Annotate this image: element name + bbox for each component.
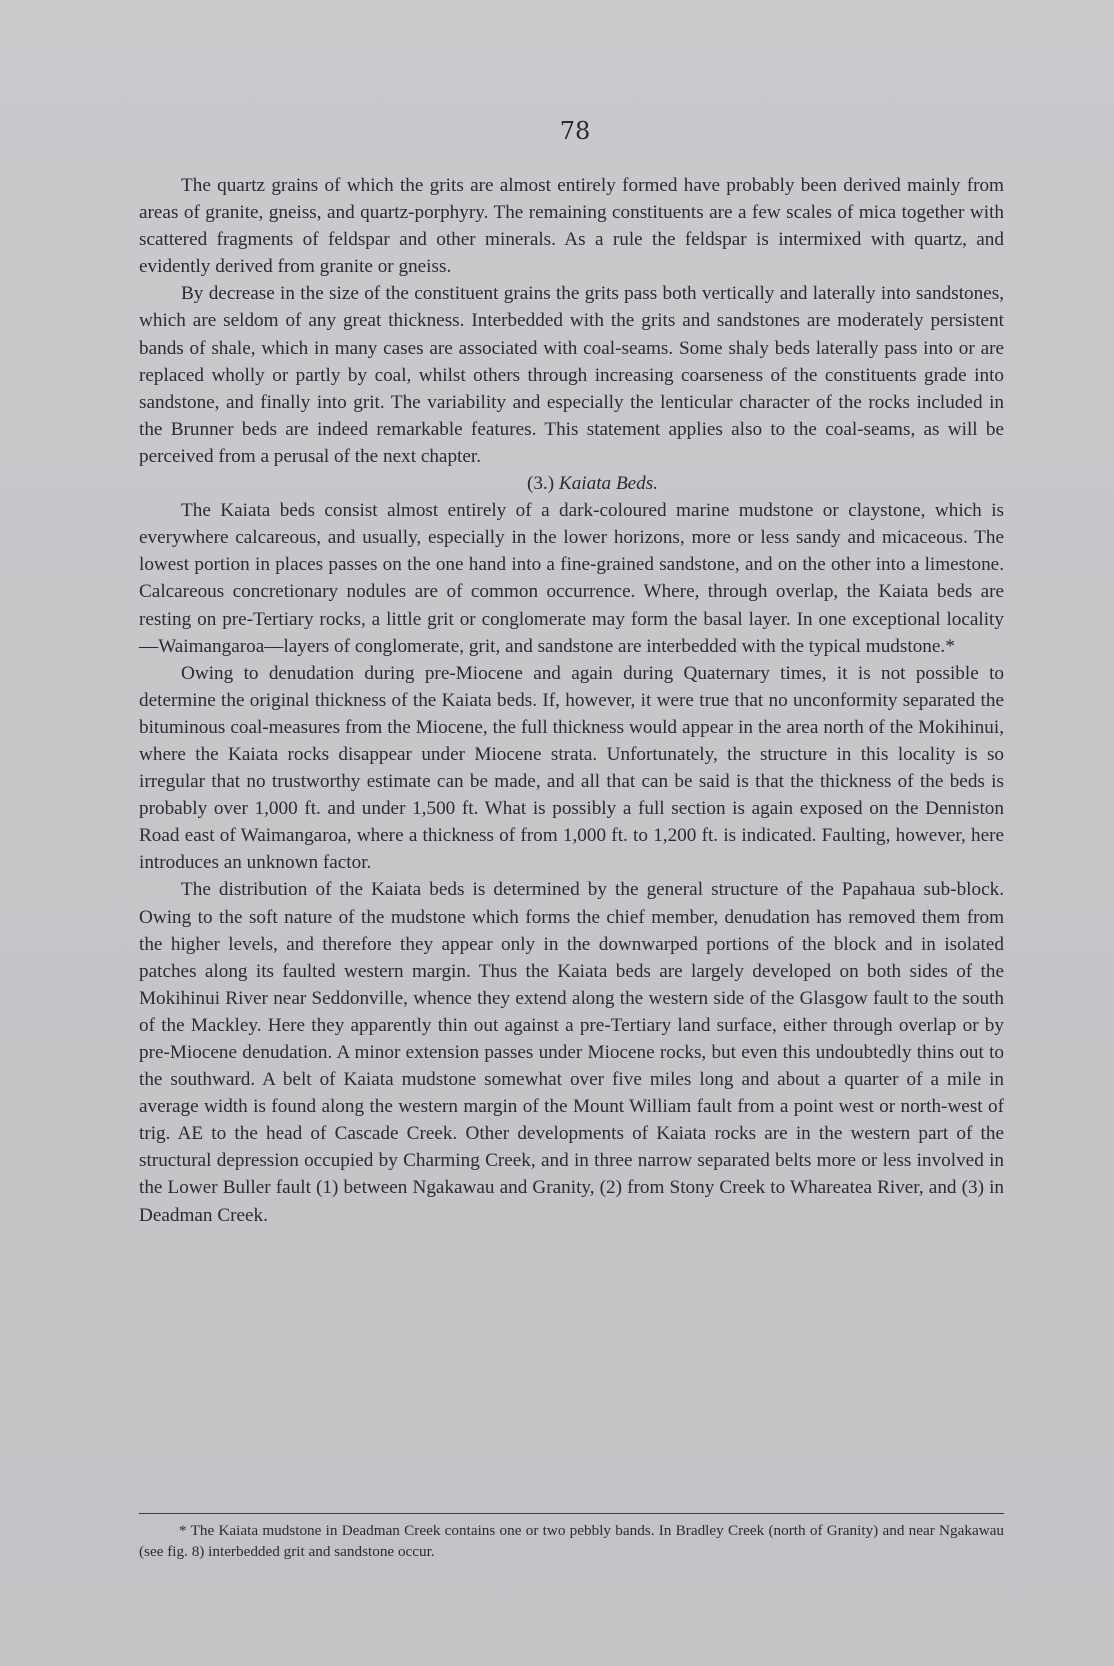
section-number: (3.) — [526, 473, 555, 495]
footnote — [139, 1520, 1004, 1562]
paragraph: The distribution of the Kaiata beds is determined by the general structure of the Papahaua sub-block. Owing to the soft nature of the mudstone which forms the chief member, denudation has removed them from the higher levels, and therefore they appear only in the downwarped portions of the block and in isolated patches along its faulted western margin. Thus the Kaiata beds are largely developed on both sides of the Mokihinui River near Seddonville, whence they extend along the western side of the Glasgow fault to the south of the Mackley. Here they apparently thin out against a pre-Tertiary land surface, either through overlap or by pre-Miocene denudation. A minor extension passes under Miocene rocks, but even this undoubtedly thins out to the southward. A belt of Kaiata mudstone somewhat over five miles long and about a quarter of a mile in average width is found along the western margin of the Mount William fault from a point west or north-west of trig. AE to the head of Cascade Creek. Other developments of Kaiata rocks are in the western part of the structural depression occupied by Charming Creek, and in three narrow separated belts more or less involved in the Lower Buller fault (1) between Ngakawau and Granity, (2) from Stony Creek to Whareatea River, and (3) in Deadman Creek. — [139, 879, 1004, 1226]
section-title: Kaiata Beds. — [558, 473, 659, 495]
paragraph: The Kaiata beds consist almost entirely of a dark-coloured marine mudstone or claystone, which is everywhere calcareous, and usually, especially in the lower horizons, more or less sandy and micaceous. The lowest portion in places passes on the one hand into a fine-grained sandstone, and on the other into a limestone. Calcareous concretionary nodules are of common occurrence. Where, through overlap, the Kaiata beds are resting on pre-Tertiary rocks, a little grit or conglomerate may form the basal layer. In one exceptional locality—Waimangaroa—layers of conglomerate, grit, and sandstone are interbedded with the typical mudstone.* — [139, 500, 1004, 657]
paragraph: The quartz grains of which the grits are almost entirely formed have probably been derived mainly from areas of granite, gneiss, and quartz-porphyry. The remaining constituents are a few scales of mica together with scattered fragments of feldspar and other minerals. As a rule the feldspar is intermixed with quartz, and evidently derived from granite or gneiss. — [139, 175, 1004, 278]
section-heading — [139, 470, 1004, 497]
paragraph: Owing to denudation during pre-Miocene and again during Quaternary times, it is not possible to determine the original thickness of the Kaiata beds. If, however, it were true that no unconformity separated the bituminous coal-measures from the Miocene, the full thickness would appear in the area north of the Mokihinui, where the Kaiata rocks disappear under Miocene strata. Unfortunately, the structure in this locality is so irregular that no trustworthy estimate can be made, and all that can be said is that the thickness of the beds is probably over 1,000 ft. and under 1,500 ft. What is possibly a full section is again exposed on the Denniston Road east of Waimangaroa, where a thickness of from 1,000 ft. to 1,200 ft. is indicated. Faulting, however, here introduces an unknown factor. — [139, 662, 1004, 874]
paragraph: By decrease in the size of the constituent grains the grits pass both vertically and laterally into sandstones, which are seldom of any great thickness. Interbedded with the grits and sandstones are moderately persistent bands of shale, which in many cases are associated with coal-seams. Some shaly beds laterally pass into or are replaced wholly or partly by coal, whilst others through increasing coarseness of the constituents grade into sandstone, and finally into grit. The variability and especially the lenticular character of the rocks included in the Brunner beds are indeed remarkable features. This statement applies also to the coal-seams, as will be perceived from a perusal of the next chapter. — [139, 283, 1004, 467]
page-number: 78 — [559, 117, 591, 145]
footnote-text: * The Kaiata mudstone in Deadman Creek contains one or two pebbly bands. In Bradley Creek (north of Granity) and near Ngakawau (see fig. 8) interbedded grit and sandstone occur. — [139, 1522, 1004, 1560]
body-text — [139, 172, 1004, 1229]
footnote-divider — [139, 1513, 1004, 1514]
